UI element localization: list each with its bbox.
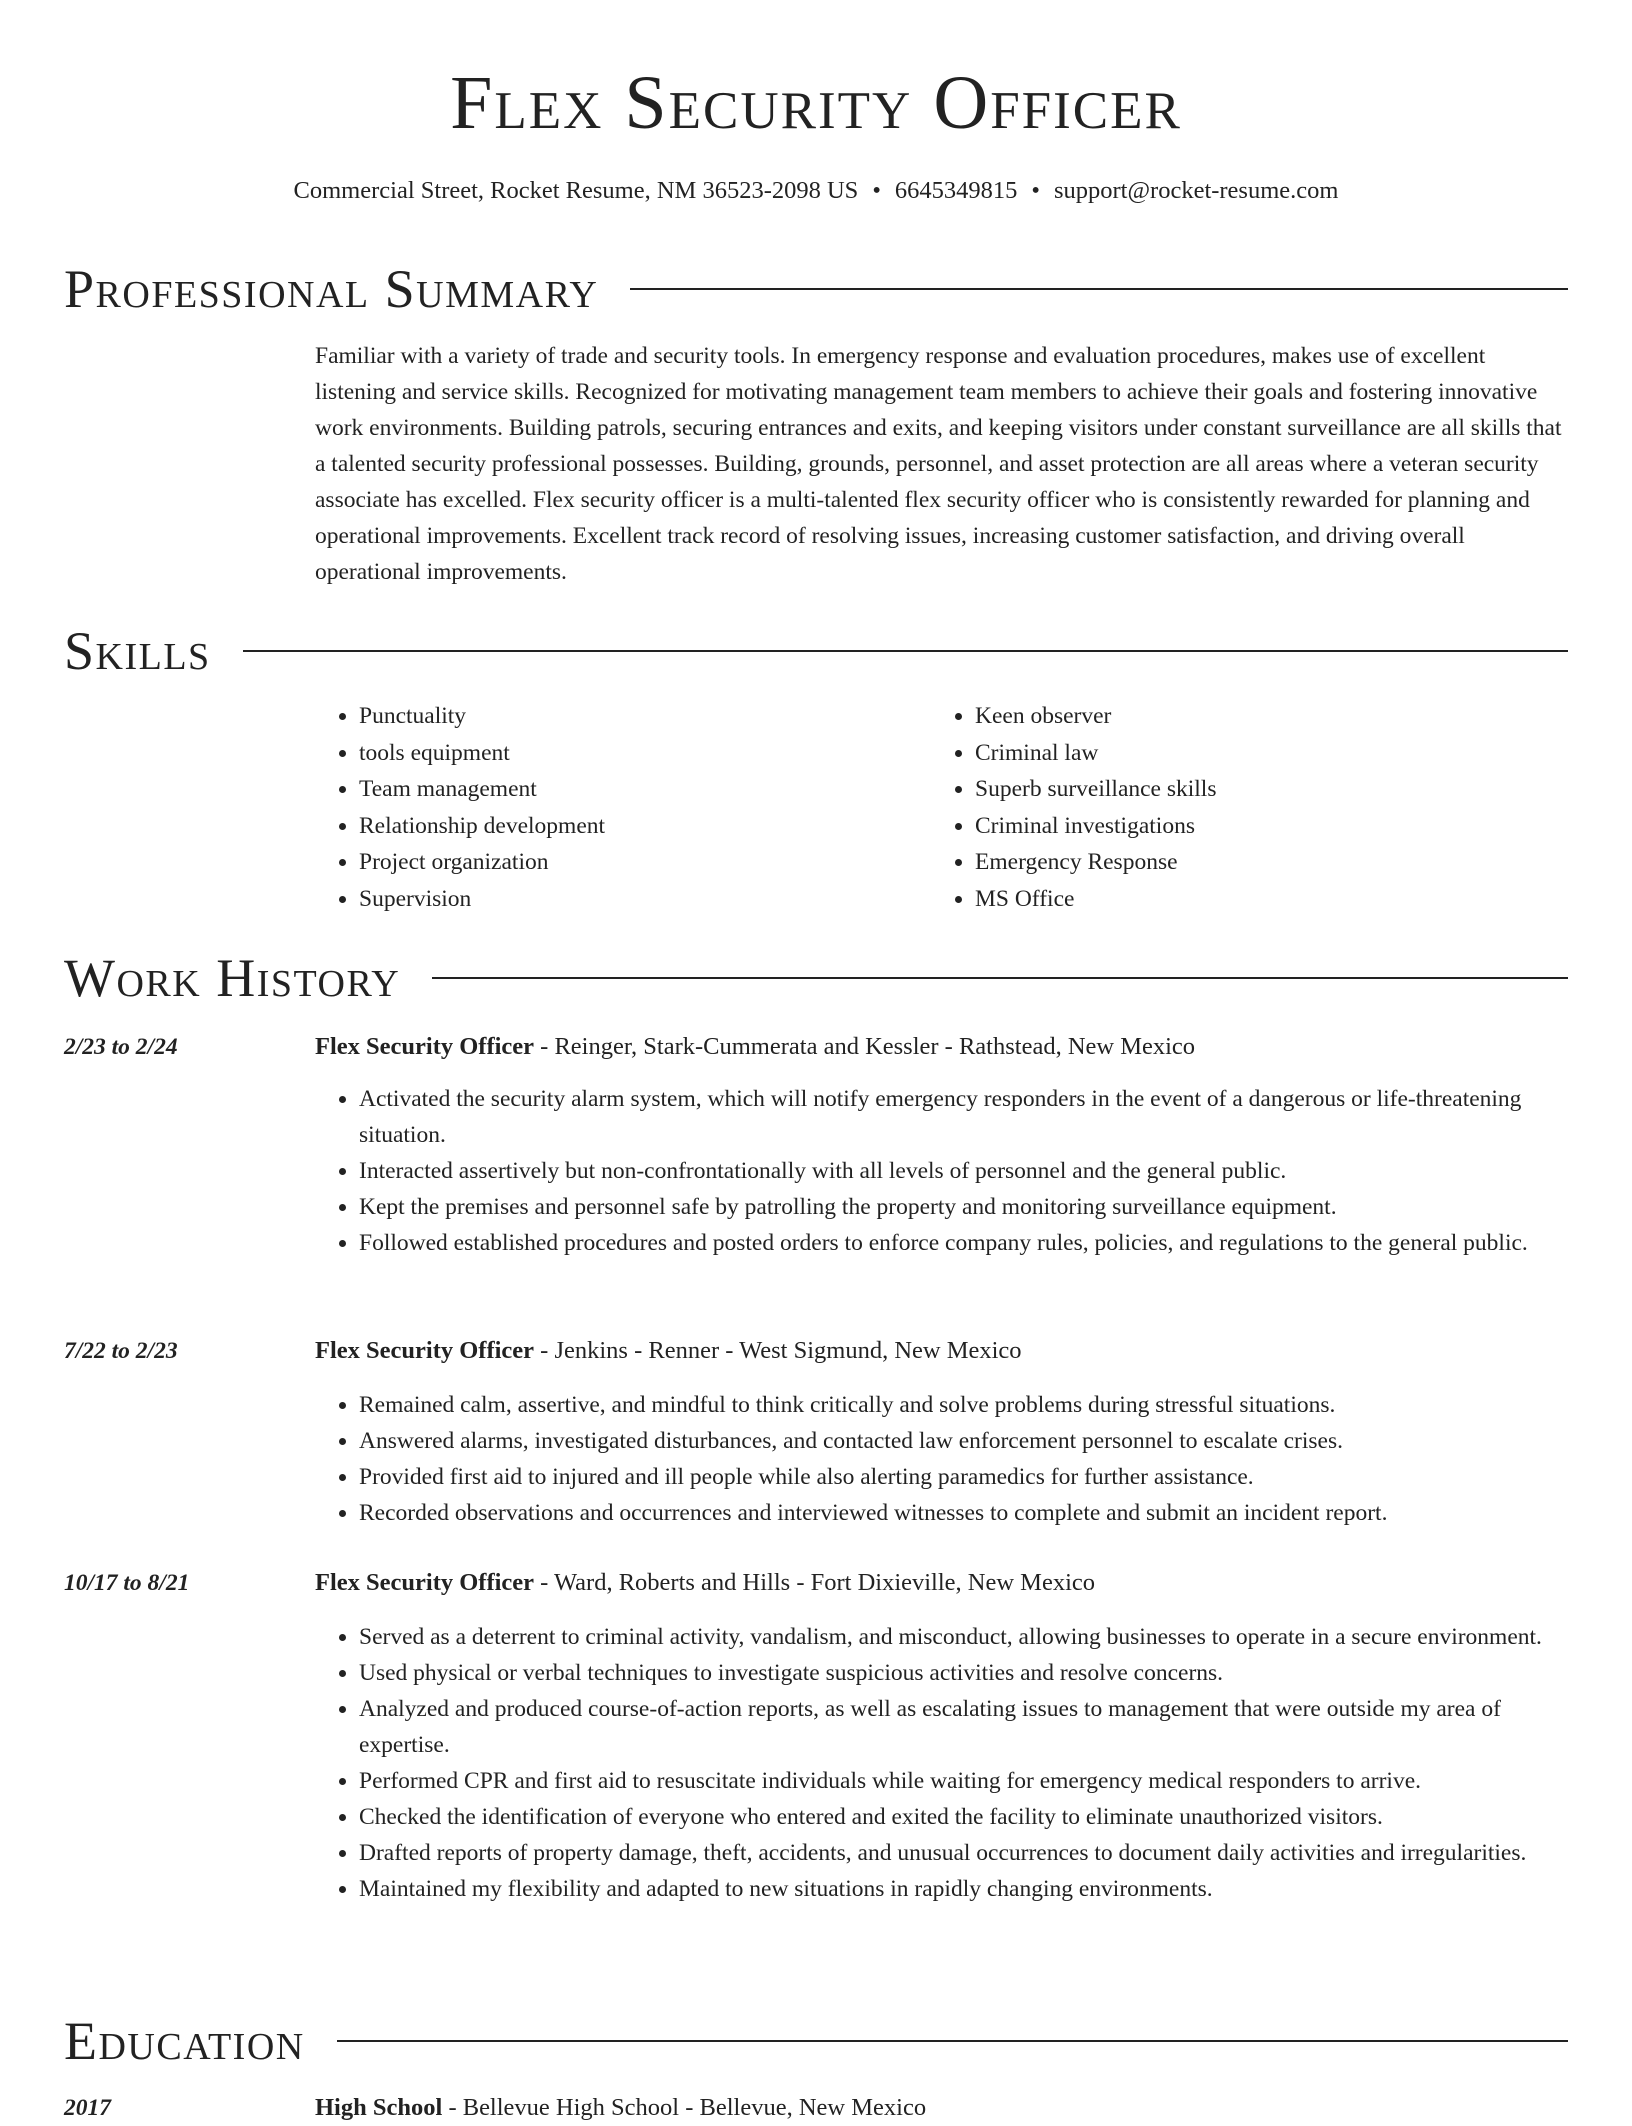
summary-text: Familiar with a variety of trade and security tools. In emergency response and evaluation procedures, makes use of excellent listening and service skills. Recognized for motivating management team members to achieve their goals and fostering innovative work environments. Building patrols, securing entrances and exits, and keeping visitors under constant surveillance are all skills that a talented security professional possesses. Building, grounds, personnel, and asset protection are all areas where a veteran security associate has excelled. Flex security officer is a multi-talented flex security officer who is consistently rewarded for planning and operational improvements. Excellent track record of resolving issues, increasing customer satisfaction, and driving overall operational improvements. (315, 343, 1562, 585)
job-title: Flex Security Officer (315, 1569, 535, 1596)
education-section-header (64, 2006, 1568, 2076)
summary-section-header (64, 254, 1568, 324)
job-bullet: • Drafted reports of property damage, theft, accidents, and unusual occurrences to document daily activities and irregularities. (359, 1835, 1571, 1871)
summary-section-title: Professional Summary (64, 259, 599, 319)
contact-separator: • (872, 177, 881, 204)
job-bullet: • Served as a deterrent to criminal activity, vandalism, and misconduct, allowing businesses to operate in a secure environment. (359, 1619, 1571, 1655)
skill-item: • Criminal investigations (975, 808, 1547, 845)
resume-name: Flex Security Officer (450, 61, 1182, 145)
work-section-title: Work History (64, 948, 401, 1008)
job-bullets (315, 1387, 1571, 1531)
job-employer: - Ward, Roberts and Hills - Fort Dixieville, New Mexico (534, 1569, 1096, 1596)
education-year: 2017 (64, 2095, 111, 2121)
job-bullet: • Answered alarms, investigated disturbances, and contacted law enforcement personnel to escalate crises. (359, 1423, 1571, 1459)
job-bullets (315, 1619, 1571, 1907)
job-bullets (315, 1081, 1571, 1261)
job-bullet: • Checked the identification of everyone who entered and exited the facility to eliminate unauthorized visitors. (359, 1799, 1571, 1835)
job-heading (315, 1029, 1195, 1065)
skill-item: • Punctuality (359, 698, 931, 735)
skill-item: • Supervision (359, 881, 931, 918)
section-divider (243, 650, 1568, 652)
job-bullet: • Performed CPR and first aid to resuscitate individuals while waiting for emergency medical responders to arrive. (359, 1763, 1571, 1799)
job-bullet: • Analyzed and produced course-of-action reports, as well as escalating issues to management that were outside my area of expertise. (359, 1691, 1571, 1763)
job-bullet: • Used physical or verbal techniques to investigate suspicious activities and resolve concerns. (359, 1655, 1571, 1691)
skill-item: • Superb surveillance skills (975, 771, 1547, 808)
job-employer: - Jenkins - Renner - West Sigmund, New Mexico (534, 1337, 1022, 1364)
skills-column-right (931, 698, 1547, 918)
job-bullet: • Remained calm, assertive, and mindful to think critically and solve problems during stressful situations. (359, 1387, 1571, 1423)
job-title: Flex Security Officer (315, 1033, 535, 1060)
job-title: Flex Security Officer (315, 1337, 535, 1364)
job-dates: 7/22 to 2/23 (64, 1338, 178, 1364)
job-bullet: • Followed established procedures and posted orders to enforce company rules, policies, and regulations to the general public. (359, 1225, 1571, 1261)
skills-column-left (315, 698, 931, 918)
work-section-header (64, 943, 1568, 1013)
section-divider (432, 977, 1568, 979)
education-heading (315, 2090, 926, 2126)
job-bullet: • Provided first aid to injured and ill people while also alerting paramedics for further assistance. (359, 1459, 1571, 1495)
section-divider (630, 288, 1568, 290)
skill-item: • Team management (359, 771, 931, 808)
skills-section-title: Skills (64, 621, 211, 681)
job-employer: - Reinger, Stark-Cummerata and Kessler - Rathstead, New Mexico (534, 1033, 1196, 1060)
job-bullet: • Activated the security alarm system, which will notify emergency responders in the event of a dangerous or life-threatening situation. (359, 1081, 1571, 1153)
skill-item: • Keen observer (975, 698, 1547, 735)
skill-item: • MS Office (975, 881, 1547, 918)
contact-email: support@rocket-resume.com (1053, 177, 1339, 204)
contact-phone: 6645349815 (894, 177, 1018, 204)
skill-item: • Criminal law (975, 735, 1547, 772)
skills-list (315, 698, 1571, 918)
job-bullet: • Kept the premises and personnel safe by patrolling the property and monitoring surveillance equipment. (359, 1189, 1571, 1225)
contact-line (0, 174, 1632, 208)
education-section-title: Education (64, 2011, 305, 2071)
job-heading (315, 1333, 1022, 1369)
job-dates: 10/17 to 8/21 (64, 1570, 190, 1596)
job-bullet: • Interacted assertively but non-confrontationally with all levels of personnel and the general public. (359, 1153, 1571, 1189)
contact-separator: • (1031, 177, 1040, 204)
skill-item: • Emergency Response (975, 844, 1547, 881)
contact-address: Commercial Street, Rocket Resume, NM 36523-2098 US (293, 177, 859, 204)
skill-item: • Project organization (359, 844, 931, 881)
job-bullet: • Maintained my flexibility and adapted to new situations in rapidly changing environments. (359, 1871, 1571, 1907)
job-dates: 2/23 to 2/24 (64, 1034, 178, 1060)
education-school: - Bellevue High School - Bellevue, New Mexico (442, 2094, 927, 2121)
section-divider (337, 2040, 1568, 2042)
job-bullet: • Recorded observations and occurrences and interviewed witnesses to complete and submit an incident report. (359, 1495, 1571, 1531)
job-heading (315, 1565, 1095, 1601)
skill-item: • tools equipment (359, 735, 931, 772)
skills-section-header (64, 616, 1568, 686)
education-degree: High School (315, 2094, 443, 2121)
skill-item: • Relationship development (359, 808, 931, 845)
